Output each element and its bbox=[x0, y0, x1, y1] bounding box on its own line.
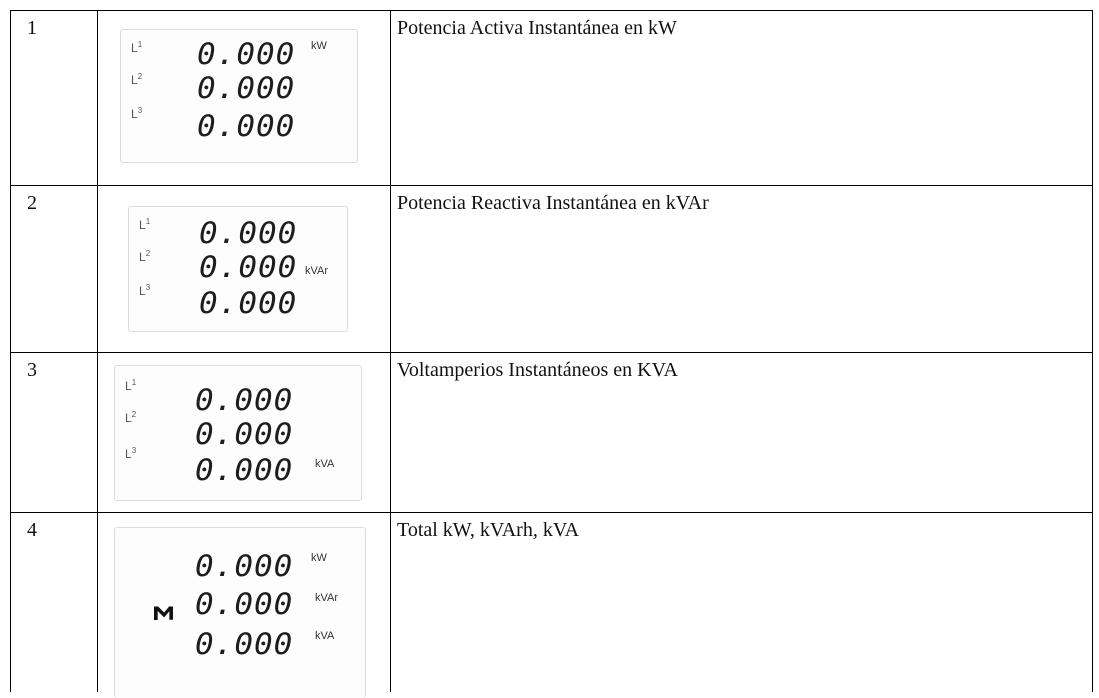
unit-label: kW bbox=[311, 40, 327, 52]
row-number: 2 bbox=[11, 186, 98, 353]
display-spec-table bbox=[10, 10, 1093, 692]
line-label-l3: $L^3$ bbox=[139, 283, 151, 298]
reading-l3: 0.000 bbox=[199, 286, 298, 321]
display-cell bbox=[98, 513, 391, 693]
unit-label: kVA bbox=[315, 458, 335, 470]
reading-total-kva: 0.000 bbox=[195, 627, 294, 662]
reading-l2: 0.000 bbox=[199, 250, 298, 285]
line-label-l2: $L^2$ bbox=[125, 410, 137, 425]
line-label-l3: $L^3$ bbox=[131, 106, 143, 121]
unit-label-kva: kVA bbox=[315, 630, 335, 642]
row-description: Potencia Reactiva Instantánea en kVAr bbox=[391, 186, 1093, 353]
reading-l1: 0.000 bbox=[199, 216, 298, 251]
reading-total-kw: 0.000 bbox=[195, 549, 294, 584]
line-label-l1: $L^1$ bbox=[131, 40, 143, 55]
display-cell bbox=[98, 186, 391, 353]
lcd-screen bbox=[114, 527, 366, 698]
table-row bbox=[11, 11, 1093, 186]
reading-l1: 0.000 bbox=[197, 37, 296, 72]
sigma-icon: Σ bbox=[146, 604, 177, 622]
reading-l2: 0.000 bbox=[197, 71, 296, 106]
row-description: Voltamperios Instantáneos en KVA bbox=[391, 353, 1093, 513]
reading-l3: 0.000 bbox=[195, 453, 294, 488]
row-number: 1 bbox=[11, 11, 98, 186]
line-label-l1: $L^1$ bbox=[125, 378, 137, 393]
reading-l3: 0.000 bbox=[197, 109, 296, 144]
unit-label: kVAr bbox=[305, 265, 329, 277]
reading-l2: 0.000 bbox=[195, 417, 294, 452]
lcd-screen bbox=[114, 365, 362, 501]
row-number: 3 bbox=[11, 353, 98, 513]
row-description: Total kW, kVArh, kVA bbox=[391, 513, 1093, 693]
row-description: Potencia Activa Instantánea en kW bbox=[391, 11, 1093, 186]
reading-total-kvar: 0.000 bbox=[195, 587, 294, 622]
display-cell bbox=[98, 353, 391, 513]
row-number: 4 bbox=[11, 513, 98, 693]
line-label-l1: $L^1$ bbox=[139, 217, 151, 232]
unit-label-kw: kW bbox=[311, 552, 327, 564]
table-row bbox=[11, 353, 1093, 513]
lcd-screen bbox=[120, 29, 358, 163]
reading-l1: 0.000 bbox=[195, 383, 294, 418]
line-label-l3: $L^3$ bbox=[125, 446, 137, 461]
table-row bbox=[11, 513, 1093, 693]
lcd-screen bbox=[128, 206, 348, 332]
line-label-l2: $L^2$ bbox=[131, 72, 143, 87]
line-label-l2: $L^2$ bbox=[139, 249, 151, 264]
display-cell bbox=[98, 11, 391, 186]
table-row bbox=[11, 186, 1093, 353]
unit-label-kvar: kVAr bbox=[315, 592, 339, 604]
